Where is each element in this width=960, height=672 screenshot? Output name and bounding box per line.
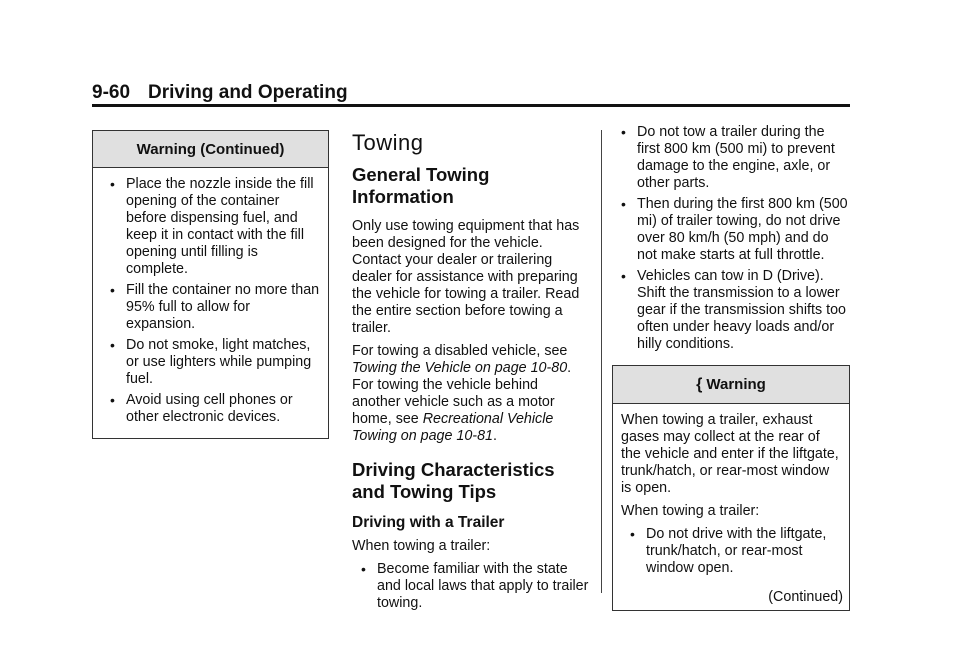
list-item: • Become familiar with the state and local laws that apply to trailer towing. xyxy=(361,561,589,611)
middle-column xyxy=(352,130,590,616)
chapter-title: Driving and Operating xyxy=(148,82,348,103)
warning-title: { Warning xyxy=(613,366,849,404)
cross-reference-link[interactable]: Recreational Vehicle Towing on page 10-81 xyxy=(352,411,554,444)
paragraph: Only use towing equipment that has been designed for the vehicle. Contact your dealer or trailering dealer for assistance with preparing the vehicle for towing a trailer. Read the entire section before towing a trailer. xyxy=(352,218,580,336)
header-rule xyxy=(92,104,850,107)
subsubsection-title: Driving with a Trailer xyxy=(352,514,505,531)
list-item: • Fill the container no more than 95% full to allow for expansion. xyxy=(110,282,320,332)
warning-symbol-icon: { xyxy=(696,376,703,393)
list-item: • Vehicles can tow in D (Drive). Shift the transmission to a lower gear if the transmission shifts too often under heavy loads and/or hilly conditions. xyxy=(621,268,846,352)
tips-list-continued xyxy=(612,124,850,353)
warning-list xyxy=(101,176,322,426)
list-item: • Place the nozzle inside the fill opening of the container before dispensing fuel, and keep it in contact with the fill opening until filling is complete. xyxy=(110,176,314,277)
list-item: • Do not drive with the liftgate, trunk/hatch, or rear-most window open. xyxy=(630,526,827,576)
continued-label: (Continued) xyxy=(768,589,843,605)
bullet-icon: • xyxy=(621,196,626,212)
bullet-icon: • xyxy=(630,526,635,542)
page-header xyxy=(92,82,348,104)
left-column xyxy=(92,130,329,439)
cross-reference-link[interactable]: Towing the Vehicle on page 10-80 xyxy=(352,360,568,376)
warning-list xyxy=(621,526,843,577)
warning-box xyxy=(612,365,850,611)
tips-list xyxy=(352,561,590,612)
list-item: • Do not smoke, light matches, or use lighters while pumping fuel. xyxy=(110,337,312,387)
warning-continued-title: Warning (Continued) xyxy=(93,131,328,168)
paragraph: When towing a trailer: xyxy=(621,503,760,519)
bullet-icon: • xyxy=(110,392,115,408)
paragraph: When towing a trailer, exhaust gases may collect at the rear of the vehicle and enter if the liftgate, trunk/hatch, or rear-most window is open. xyxy=(621,412,839,496)
subsection-title: General Towing Information xyxy=(352,164,490,207)
warning-continued-body xyxy=(93,168,328,438)
bullet-icon: • xyxy=(110,176,115,192)
column-divider xyxy=(601,130,602,593)
bullet-icon: • xyxy=(361,561,366,577)
warning-body xyxy=(613,404,849,589)
bullet-icon: • xyxy=(110,282,115,298)
bullet-icon: • xyxy=(110,337,115,353)
page-number: 9-60 xyxy=(92,82,131,103)
paragraph: For towing a disabled vehicle, see Towing the Vehicle on page 10-80. For towing the vehicle behind another vehicle such as a motor home, see Recreational Vehicle Towing on page 10-81. xyxy=(352,343,572,444)
bullet-icon: • xyxy=(621,268,626,284)
warning-continued-box xyxy=(92,130,329,439)
list-item: • Do not tow a trailer during the first 800 km (500 mi) to prevent damage to the engine, axle, or other parts. xyxy=(621,124,835,191)
bullet-icon: • xyxy=(621,124,626,140)
list-item: • Avoid using cell phones or other electronic devices. xyxy=(110,392,293,425)
section-title: Towing xyxy=(352,130,424,155)
paragraph: When towing a trailer: xyxy=(352,538,491,554)
subsection-title: Driving Characteristics and Towing Tips xyxy=(352,459,555,502)
right-column xyxy=(612,124,850,611)
list-item: • Then during the first 800 km (500 mi) of trailer towing, do not drive over 80 km/h (50 mph) and do not make starts at full throttle. xyxy=(621,196,848,263)
